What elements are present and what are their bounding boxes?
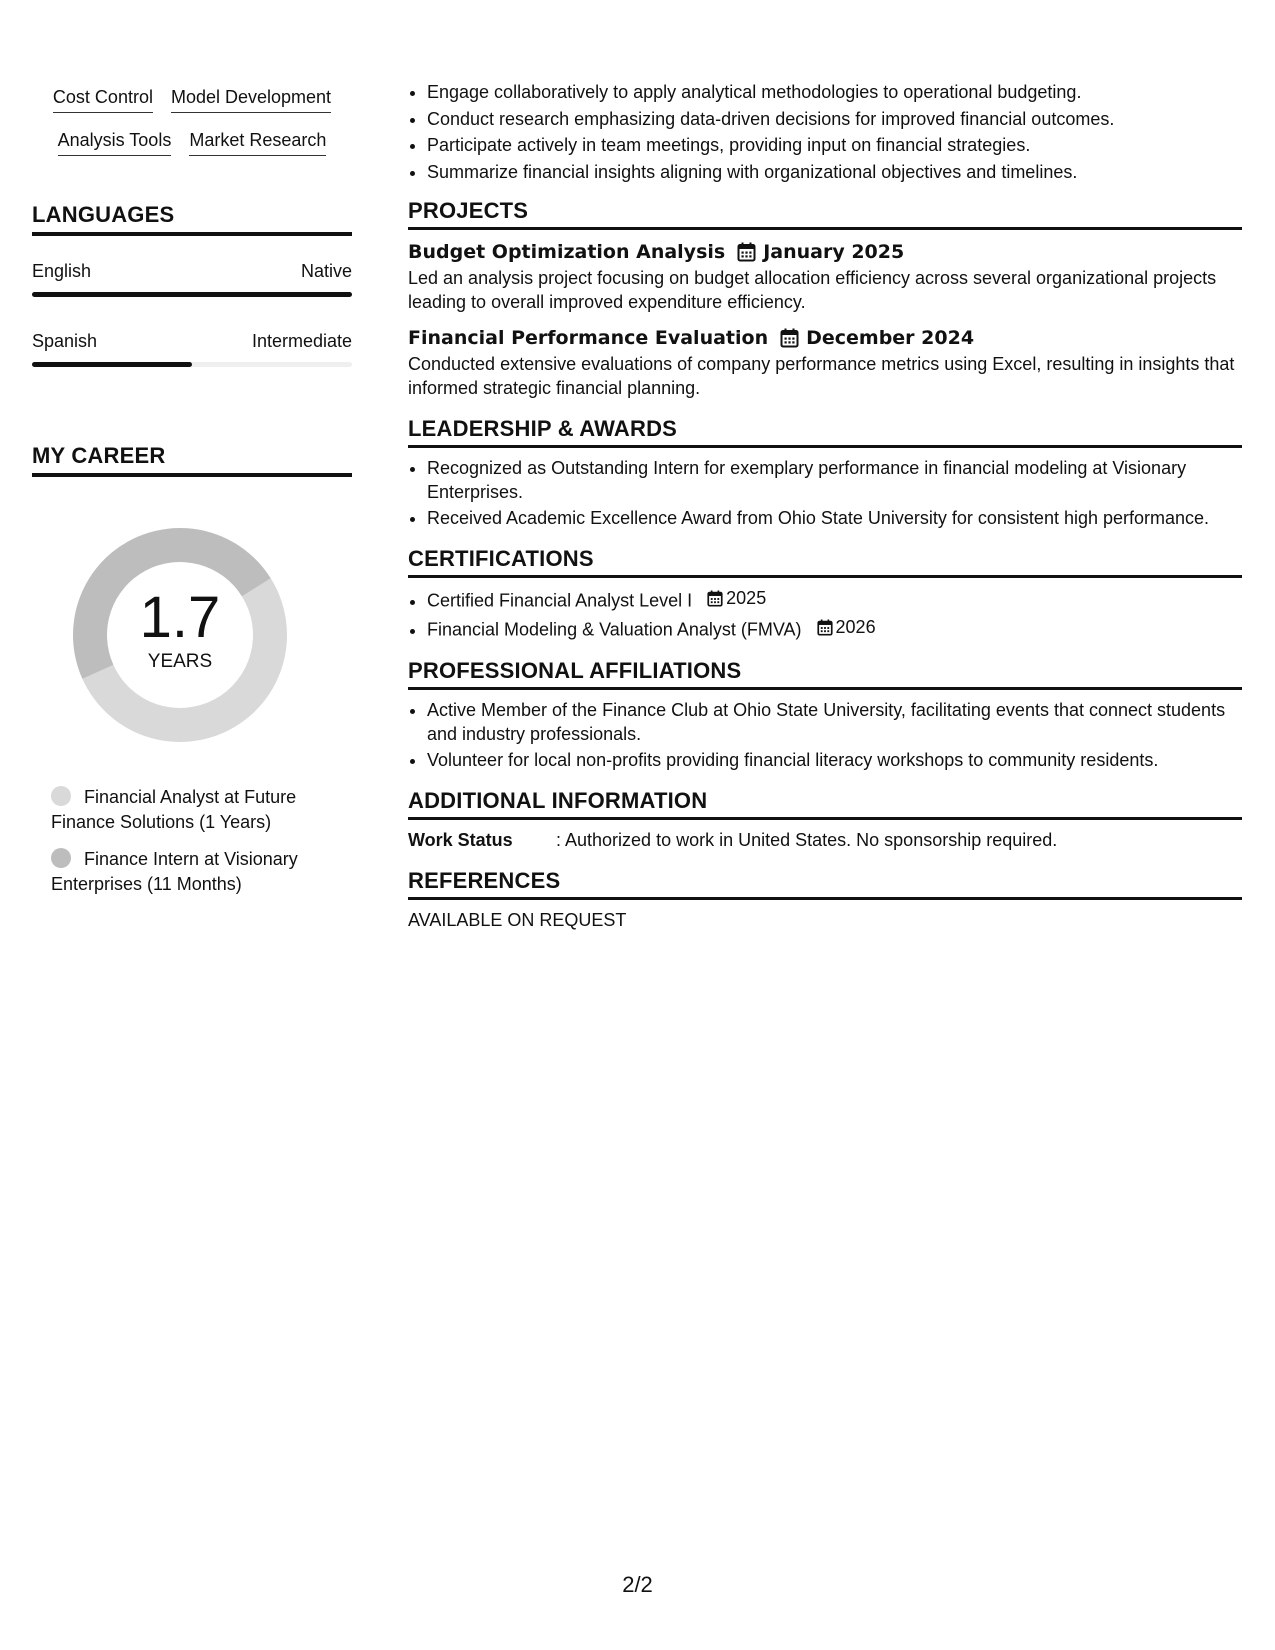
calendar-icon xyxy=(780,328,799,348)
experience-bullet: • Participate actively in team meetings, providing input on financial strategies. xyxy=(427,133,1242,157)
legend-dot-icon xyxy=(51,786,71,806)
career-heading: MY CAREER xyxy=(32,443,352,477)
career-legend-label: Financial Analyst at Future Finance Solutions (1 Years) xyxy=(51,787,297,832)
project-description: Led an analysis project focusing on budget allocation efficiency across several organizational projects leading to overall improved expenditure efficiency. xyxy=(408,267,1217,312)
calendar-icon xyxy=(817,619,833,636)
certifications-list xyxy=(408,586,1242,642)
language-item xyxy=(32,330,352,367)
career-legend-item xyxy=(51,847,331,897)
career-donut-chart xyxy=(66,521,294,749)
language-name: Spanish xyxy=(32,331,98,351)
work-status-row xyxy=(408,828,1242,852)
language-name: English xyxy=(32,261,92,281)
language-proficiency-bar xyxy=(32,362,352,367)
affiliation-item: • Active Member of the Finance Club at Ohio State University, facilitating events that connect students and industry professionals. xyxy=(427,698,1242,746)
skill-tag: Analysis Tools xyxy=(58,127,172,156)
experience-bullets xyxy=(408,80,1242,184)
leadership-item: • Received Academic Excellence Award from Ohio State University for consistent high performance. xyxy=(427,506,1242,530)
skill-tag: Cost Control xyxy=(53,84,153,113)
certifications-heading: CERTIFICATIONS xyxy=(408,546,1242,578)
language-level: Native xyxy=(300,261,352,281)
career-total-value: 1.7 xyxy=(139,585,221,650)
calendar-icon xyxy=(707,590,723,607)
languages-heading: LANGUAGES xyxy=(32,202,352,236)
work-status-value: : Authorized to work in United States. No sponsorship required. xyxy=(556,830,1058,850)
experience-bullet: • Summarize financial insights aligning with organizational objectives and timelines. xyxy=(427,160,1242,184)
project-title: Budget Optimization Analysis xyxy=(408,240,726,263)
language-proficiency-fill xyxy=(32,292,352,297)
certification-name: Certified Financial Analyst Level I xyxy=(427,590,693,611)
page-number: 2/2 xyxy=(622,1572,653,1597)
project-description: Conducted extensive evaluations of company performance metrics using Excel, resulting in insights that informed strategic financial planning. xyxy=(408,353,1235,398)
projects-heading: PROJECTS xyxy=(408,198,1242,230)
skills-list xyxy=(32,84,352,156)
project-date: January 2025 xyxy=(763,240,905,263)
project-item xyxy=(408,324,1242,400)
references-heading: REFERENCES xyxy=(408,868,1242,900)
leadership-heading: LEADERSHIP & AWARDS xyxy=(408,416,1242,448)
affiliations-heading: PROFESSIONAL AFFILIATIONS xyxy=(408,658,1242,690)
skill-tag: Market Research xyxy=(189,127,326,156)
affiliations-list xyxy=(408,698,1242,773)
calendar-icon xyxy=(737,242,756,262)
legend-dot-icon xyxy=(51,848,71,868)
language-proficiency-bar xyxy=(32,292,352,297)
right-column xyxy=(408,80,1242,932)
career-legend xyxy=(51,785,331,897)
certification-item xyxy=(427,615,1242,642)
project-item xyxy=(408,238,1242,314)
certification-year: 2026 xyxy=(835,617,876,637)
left-column xyxy=(32,84,352,909)
project-title: Financial Performance Evaluation xyxy=(408,326,769,349)
language-level: Intermediate xyxy=(251,331,352,351)
additional-info-heading: ADDITIONAL INFORMATION xyxy=(408,788,1242,820)
experience-bullet: • Engage collaboratively to apply analytical methodologies to operational budgeting. xyxy=(427,80,1242,104)
certification-name: Financial Modeling & Valuation Analyst (FMVA) xyxy=(427,619,802,640)
leadership-list xyxy=(408,456,1242,531)
career-legend-label: Finance Intern at Visionary Enterprises (11 Months) xyxy=(51,849,298,894)
language-item xyxy=(32,260,352,297)
certification-item xyxy=(427,586,1242,613)
work-status-label: Work Status xyxy=(408,830,513,850)
language-proficiency-fill xyxy=(32,362,192,367)
project-date: December 2024 xyxy=(806,326,975,349)
career-legend-item xyxy=(51,785,331,835)
skill-tag: Model Development xyxy=(171,84,331,113)
career-total-unit: YEARS xyxy=(147,651,213,672)
leadership-item: • Recognized as Outstanding Intern for exemplary performance in financial modeling at Visionary Enterprises. xyxy=(427,456,1242,504)
affiliation-item: • Volunteer for local non-profits providing financial literacy workshops to community residents. xyxy=(427,748,1242,772)
references-text: AVAILABLE ON REQUEST xyxy=(408,910,627,930)
certification-year: 2025 xyxy=(726,588,767,608)
experience-bullet: • Conduct research emphasizing data-driven decisions for improved financial outcomes. xyxy=(427,107,1242,131)
